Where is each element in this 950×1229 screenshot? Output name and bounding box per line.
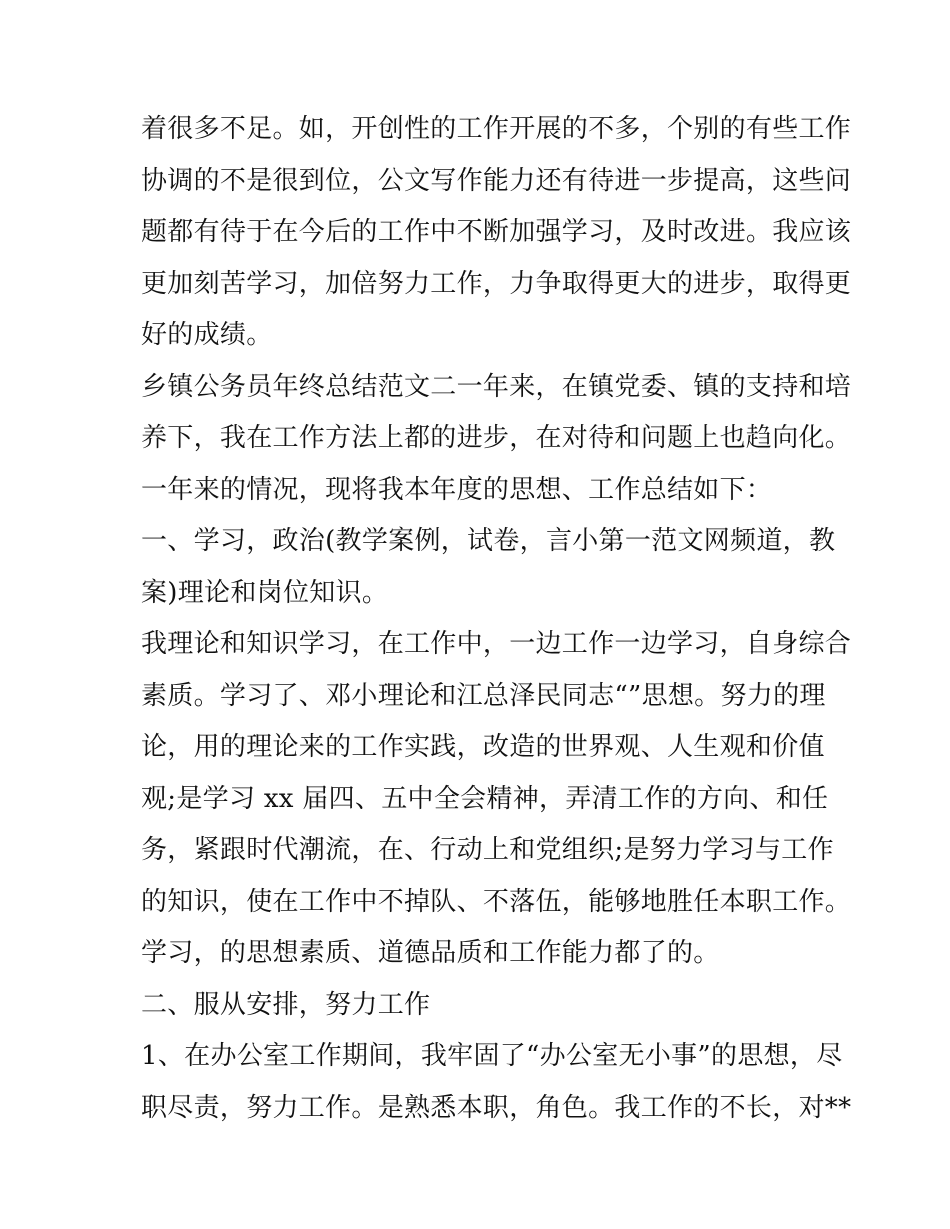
text-line: 乡镇公务员年终总结范文二一年来，在镇党委、镇的支持和培	[141, 371, 852, 402]
text-line: 协调的不是很到位，公文写作能力还有待进一步提高，这些问	[141, 165, 852, 196]
text-line: 好的成绩。	[141, 320, 273, 350]
text-line: 二、服从安排，努力工作	[141, 989, 431, 1020]
text-line: 观;是学习 xx 届四、五中全会精神，弄清工作的方向、和任	[141, 783, 829, 814]
text-line: 一年来的情况，现将我本年度的思想、工作总结如下：	[141, 474, 773, 505]
text-line: 题都有待于在今后的工作中不断加强学习，及时改进。我应该	[141, 217, 852, 247]
text-line: 着很多不足。如，开创性的工作开展的不多，个别的有些工作	[141, 114, 852, 144]
text-line: 论，用的理论来的工作实践，改造的世界观、人生观和价值	[141, 732, 825, 762]
document-body	[141, 104, 852, 1134]
text-line: 素质。学习了、邓小理论和江总泽民同志“”思想。努力的理	[141, 680, 826, 711]
text-line: 一、学习，政治(教学案例，试卷，言小第一范文网频道，教	[141, 526, 836, 556]
text-line: 职尽责，努力工作。是熟悉本职，角色。我工作的不长，对**	[141, 1092, 852, 1123]
text-line: 我理论和知识学习，在工作中，一边工作一边学习，自身综合	[141, 629, 852, 659]
text-line: 养下，我在工作方法上都的进步，在对待和问题上也趋向化。	[141, 423, 852, 453]
text-line: 学习，的思想素质、道德品质和工作能力都了的。	[141, 938, 720, 968]
text-line: 的知识，使在工作中不掉队、不落伍，能够地胜任本职工作。	[141, 886, 852, 917]
text-line: 案)理论和岗位知识。	[141, 577, 389, 608]
text-line: 更加刻苦学习，加倍努力工作，力争取得更大的进步，取得更	[141, 268, 852, 299]
text-line: 务，紧跟时代潮流，在、行动上和党组织;是努力学习与工作	[141, 835, 834, 865]
text-line: 1、在办公室工作期间，我牢固了“办公室无小事”的思想，尽	[141, 1041, 843, 1071]
